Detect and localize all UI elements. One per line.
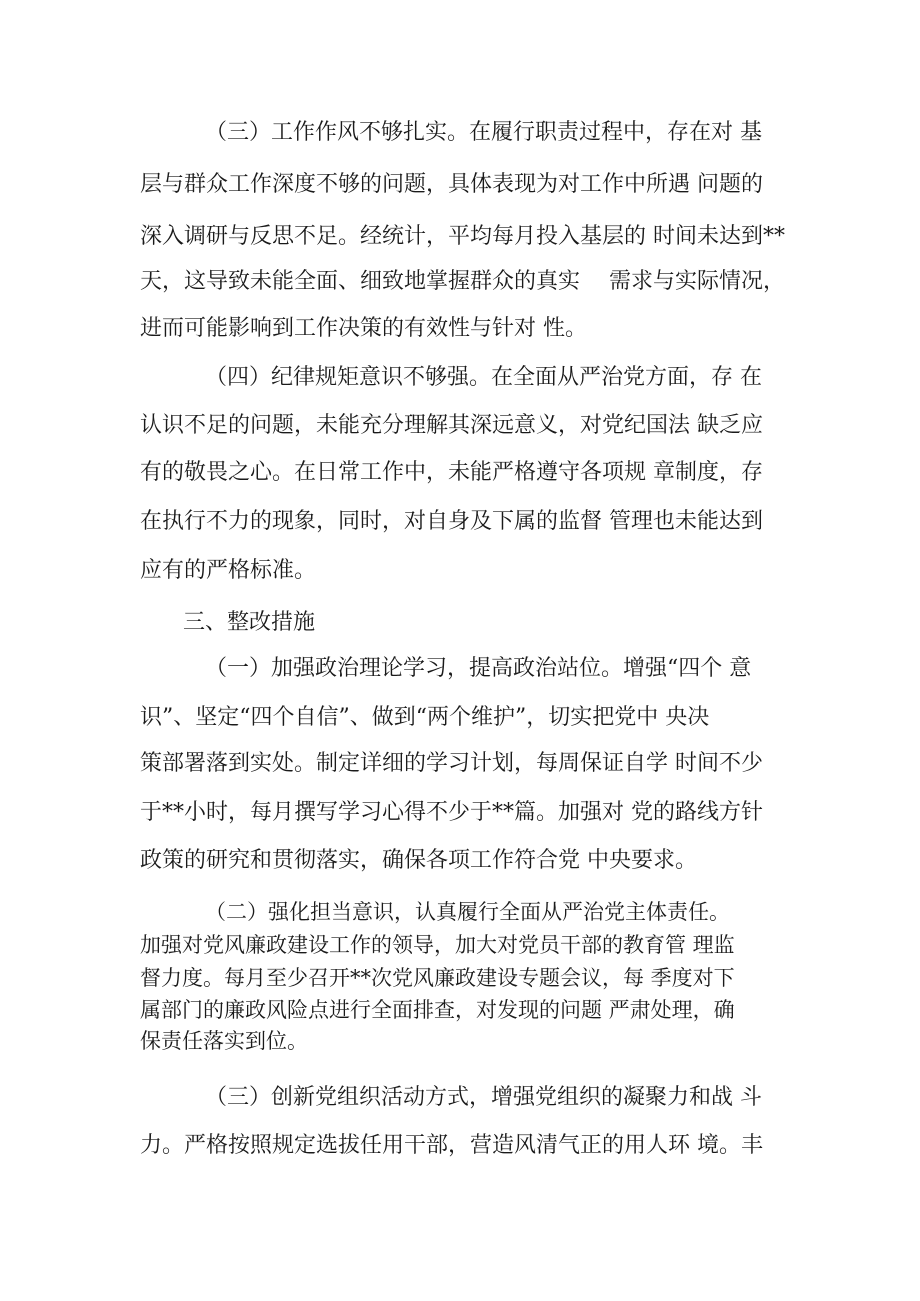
paragraph-line: 于**小时，每月撰写学习心得不少于**篇。加强对 党的路线方针 — [140, 800, 763, 825]
paragraph-line: 在执行不力的现象，同时，对自身及下属的监督 管理也未能达到 — [140, 509, 763, 534]
paragraph-line: 应有的严格标准。 — [140, 558, 317, 583]
paragraph-line: （三）工作作风不够扎实。在履行职责过程中，存在对 基 — [205, 120, 762, 145]
paragraph-line: 力。严格按照规定选拔任用干部，营造风清气正的用人环 境。丰 — [140, 1133, 763, 1158]
paragraph-line: 督力度。每月至少召开**次党风廉政建设专题会议，每 季度对下 — [140, 966, 735, 990]
paragraph-line: 进而可能影响到工作决策的有效性与针对 性。 — [140, 316, 587, 341]
paragraph-line: （四）纪律规矩意识不够强。在全面从严治党方面，存 在 — [205, 365, 762, 390]
paragraph-line: 保责任落实到位。 — [140, 1029, 308, 1053]
section-heading-text: 三、整改措施 — [183, 610, 316, 635]
paragraph-line: 层与群众工作深度不够的问题，具体表现为对工作中所遇 问题的 — [140, 172, 763, 197]
paragraph-line: 策部署落到实处。制定详细的学习计划，每周保证自学 时间不少 — [140, 751, 763, 776]
paragraph-line: （三）创新党组织活动方式，增强党组织的凝聚力和战 斗 — [205, 1085, 762, 1110]
paragraph-line: 属部门的廉政风险点进行全面排查，对发现的问题 严肃处理，确 — [140, 998, 735, 1022]
paragraph-line: （一）加强政治理论学习，提高政治站位。增强“四个 意 — [205, 656, 752, 681]
paragraph-line: 有的敬畏之心。在日常工作中，未能严格遵守各项规 章制度，存 — [140, 460, 763, 485]
paragraph-line: 深入调研与反思不足。经统计，平均每月投入基层的 时间未达到** — [140, 224, 785, 249]
paragraph-line: 识”、坚定“四个自信”、做到“两个维护”，切实把党中 央决 — [140, 705, 710, 730]
paragraph-line: 认识不足的问题，未能充分理解其深远意义，对党纪国法 缺乏应 — [140, 413, 763, 438]
paragraph-line: 加强对党风廉政建设工作的领导，加大对党员干部的教育管 理监 — [140, 933, 735, 957]
paragraph-line: （二）强化担当意识，认真履行全面从严治党主体责任。 — [205, 900, 730, 924]
paragraph-line: 天，这导致未能全面、细致地掌握群众的真实 需求与实际情况， — [140, 269, 785, 294]
paragraph-line: 政策的研究和贯彻落实，确保各项工作符合党 中央要求。 — [140, 848, 697, 873]
